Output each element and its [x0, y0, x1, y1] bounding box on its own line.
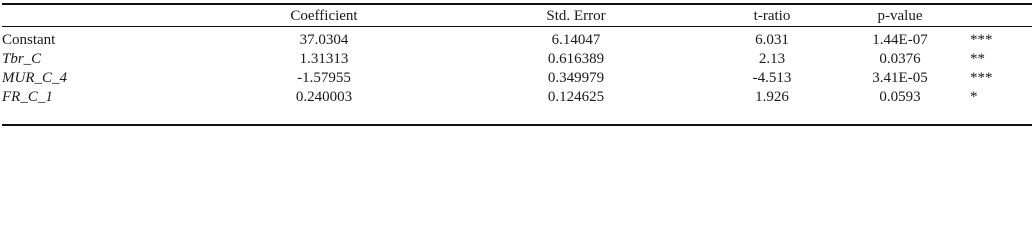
- row-p-value: 3.41E-05: [872, 70, 928, 86]
- row-coefficient: -1.57955: [297, 70, 351, 86]
- row-p-value: 0.0593: [879, 89, 921, 105]
- row-coefficient: 1.31313: [299, 51, 349, 67]
- row-significance-stars: **: [970, 51, 985, 67]
- header-significance: [958, 5, 1032, 27]
- row-p-value: 0.0376: [879, 51, 921, 67]
- row-t-ratio: 6.031: [755, 32, 789, 48]
- row-std-error: 0.124625: [547, 89, 605, 105]
- row-p-value: 1.44E-07: [872, 32, 928, 48]
- row-variable-name: MUR_C_4: [2, 70, 67, 86]
- row-significance-stars: *: [970, 89, 978, 105]
- header-coefficient: Coefficient: [290, 8, 358, 24]
- header-row: [2, 5, 1032, 27]
- header-p-value: p-value: [877, 8, 923, 24]
- row-variable-name: Tbr_C: [2, 51, 42, 67]
- coefficient-table: [2, 5, 1032, 107]
- table-row: [2, 69, 1032, 88]
- header-variable: [2, 5, 198, 27]
- row-significance-stars: ***: [970, 70, 993, 86]
- row-t-ratio: -4.513: [752, 70, 792, 86]
- header-std-error: Std. Error: [546, 8, 606, 24]
- row-std-error: 0.616389: [547, 51, 605, 67]
- row-coefficient: 0.240003: [295, 89, 353, 105]
- row-std-error: 6.14047: [551, 32, 601, 48]
- row-variable-name: FR_C_1: [2, 89, 53, 105]
- table-row: [2, 27, 1032, 50]
- row-coefficient: 37.0304: [299, 32, 349, 48]
- row-significance-stars: ***: [970, 32, 993, 48]
- row-t-ratio: 1.926: [755, 89, 789, 105]
- row-std-error: 0.349979: [547, 70, 605, 86]
- row-variable-name: Constant: [2, 32, 56, 48]
- table-row: [2, 50, 1032, 69]
- table-row: [2, 88, 1032, 107]
- header-t-ratio: t-ratio: [753, 8, 791, 24]
- bottom-rule: [2, 124, 1032, 126]
- row-t-ratio: 2.13: [758, 51, 786, 67]
